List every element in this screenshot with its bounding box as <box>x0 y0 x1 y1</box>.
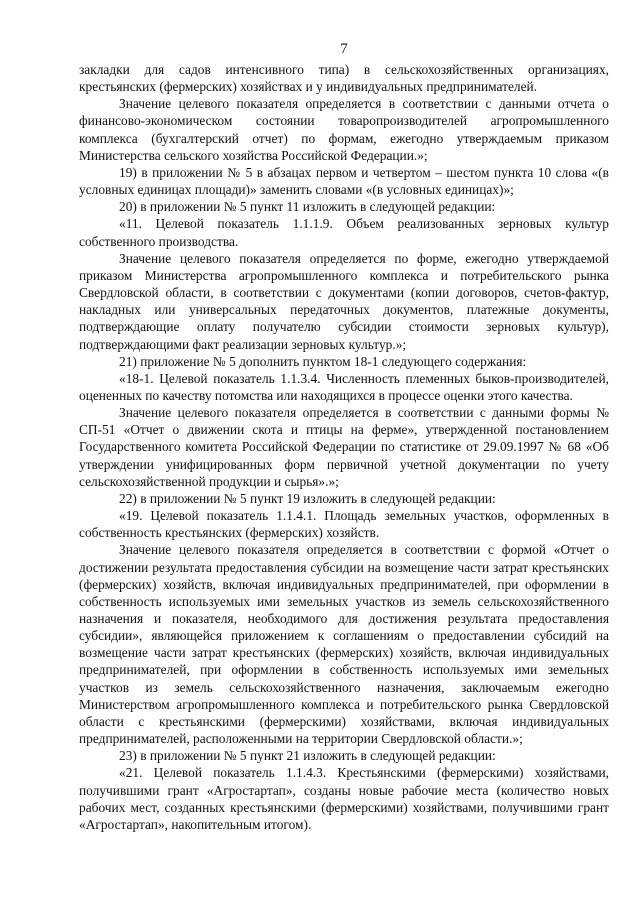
document-page <box>79 40 609 833</box>
paragraph-2: Значение целевого показателя определяется в соответствии с данными отчета о финансово-экономическом состоянии товаропроизводителей агропромышленного комплекса (бухгалтерский отчет) по формам, ежегодно утверждаемым приказом Министерства сельского хозяйства Российской Федерации.»; <box>79 96 609 163</box>
paragraph-13: 23) в приложении № 5 пункт 21 изложить в следующей редакции: <box>119 748 496 764</box>
paragraph-1: закладки для садов интенсивного типа) в сельскохозяйственных организациях, крестьянских (фермерских) хозяйствах и у индивидуальных предпринимателей. <box>79 62 609 95</box>
paragraph-3: 19) в приложении № 5 в абзацах первом и четвертом – шестом пункта 10 слова «(в условных единицах площади)» заменить словами «(в условных единицах)»; <box>79 164 609 198</box>
paragraph-9: Значение целевого показателя определяется в соответствии с данными формы № СП-51 «Отчет о движении скота и птицы на ферме», утвержденной постановлением Государственного комитета Российской Федерации по статистике от 29.09.1997 № 68 «Об утверждении унифицированных форм первичной учетной документации по учету сельскохозяйственной продукции и сырья».»; <box>79 405 609 489</box>
paragraph-11: «19. Целевой показатель 1.1.4.1. Площадь земельных участков, оформленных в собственность крестьянских (фермерских) хозяйств. <box>79 508 609 541</box>
paragraph-5: «11. Целевой показатель 1.1.1.9. Объем реализованных зерновых культур собственного производства. <box>79 216 609 249</box>
document-body <box>79 61 609 833</box>
page-number: 7 <box>340 41 348 57</box>
paragraph-12: Значение целевого показателя определяется в соответствии с формой «Отчет о достижении результата предоставления субсидии на возмещение части затрат крестьянских (фермерских) хозяйств, включая индивидуальных предпринимателей, при оформлении в собственность используемых ими земельных участков из земель сельскохозяйственного назначения и показателя, необходимого для достижения результата предоставления субсидии», являющейся приложением к соглашениям о предоставлении субсидий на возмещение части затрат крестьянских (фермерских) хозяйств, включая индивидуальных предпринимателей, при оформлении в собственность используемых ими земельных участков из земель сельскохозяйственного назначения, заключаемым ежегодно Министерством агропромышленного комплекса и потребительского рынка Свердловской области с крестьянскими (фермерскими) хозяйствами, включая индивидуальных предпринимателей, расположенными на территории Свердловской области.»; <box>79 542 609 747</box>
paragraph-14: «21. Целевой показатель 1.1.4.3. Крестьянскими (фермерскими) хозяйствами, получившими грант «Агростартап», созданы новые рабочие места (количество новых рабочих мест, созданных крестьянскими (фермерскими) хозяйствами, получившими грант «Агростартап», накопительным итогом). <box>79 765 609 832</box>
paragraph-7: 21) приложение № 5 дополнить пунктом 18-1 следующего содержания: <box>119 353 527 369</box>
paragraph-8: «18-1. Целевой показатель 1.1.3.4. Численность племенных быков-производителей, оцененных по качеству потомства или находящихся в процессе оценки этого качества. <box>79 370 609 403</box>
paragraph-4: 20) в приложении № 5 пункт 11 изложить в следующей редакции: <box>119 199 496 215</box>
paragraph-10: 22) в приложении № 5 пункт 19 изложить в следующей редакции: <box>119 490 496 506</box>
paragraph-6: Значение целевого показателя определяется по форме, ежегодно утверждаемой приказом Министерства агропромышленного комплекса и потребительского рынка Свердловской области, в соответствии с документами (копии договоров, счетов-фактур, накладных или универсальных передаточных документов, платежные документы, подтверждающие оплату получателю субсидии стоимости зерновых культур), подтверждающими факт реализации зерновых культур.»; <box>79 250 609 352</box>
